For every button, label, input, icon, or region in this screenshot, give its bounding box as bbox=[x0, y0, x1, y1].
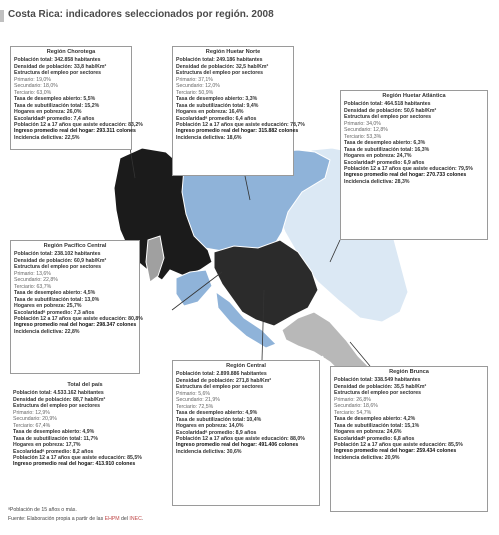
indicator-line: Densidad de población: 35,5 hab/Km² bbox=[334, 383, 427, 390]
indicator-line: Población total: 338.549 habitantes bbox=[334, 377, 421, 384]
indicator-line: Escolaridadᵃ promedio: 6,4 años bbox=[176, 115, 257, 122]
indicator-line: Hogares en pobreza: 25,7% bbox=[14, 303, 82, 310]
indicator-line: Primario: 26,8% bbox=[334, 396, 371, 403]
indicator-line: Primario: 13,6% bbox=[14, 270, 51, 277]
indicator-line: Tasa de subutilización total: 13,0% bbox=[14, 296, 100, 303]
indicator-line: Escolaridadᵃ promedio: 8,9 años bbox=[176, 429, 257, 436]
indicator-line: Tasa de subutilización total: 15,1% bbox=[334, 422, 420, 429]
info-box-total-pais bbox=[10, 380, 160, 502]
region-shape-pacifico-coast[interactable] bbox=[176, 270, 212, 306]
indicator-line: Terciario: 67,4% bbox=[13, 422, 51, 429]
indicator-line: Primario: 34,0% bbox=[344, 120, 381, 127]
indicator-line: Ingreso promedio real del hogar: 293.311 colones bbox=[14, 128, 136, 135]
info-box-huetar-atlantica bbox=[340, 90, 488, 240]
indicator-line: Población total: 342.858 habitantes bbox=[14, 57, 101, 64]
indicator-line: Primario: 19,0% bbox=[14, 76, 51, 83]
indicator-line: Ingreso promedio real del hogar: 259.434 colones bbox=[334, 448, 457, 455]
indicator-line: Primario: 37,1% bbox=[176, 76, 213, 83]
indicator-line: Estructura del empleo por sectores bbox=[14, 264, 102, 271]
indicator-line: Ingreso promedio real del hogar: 315.882 colones bbox=[176, 128, 299, 135]
indicator-line: Tasa de subutilización total: 11,7% bbox=[13, 435, 98, 442]
indicator-line: Secundario: 12,8% bbox=[344, 127, 388, 134]
info-box-central bbox=[172, 360, 320, 506]
indicator-line: Ingreso promedio real del hogar: 413.910 colones bbox=[13, 461, 136, 468]
indicator-line: Tasa de desempleo abierto: 4,9% bbox=[176, 410, 258, 417]
indicator-line: Población total: 2.899.886 habitantes bbox=[176, 371, 267, 378]
indicator-line: Estructura del empleo por sectores bbox=[14, 70, 102, 77]
footnote-source bbox=[8, 515, 143, 524]
indicator-line: Estructura del empleo por sectores bbox=[176, 384, 264, 391]
source-prefix: Fuente: Elaboración propia a partir de las bbox=[8, 516, 105, 522]
indicator-line: Tasa de desempleo abierto: 4,5% bbox=[14, 290, 96, 297]
indicator-line: Terciario: 53,3% bbox=[344, 133, 382, 140]
indicator-line: Primario: 12,9% bbox=[13, 409, 50, 416]
source-end: . bbox=[141, 516, 144, 522]
indicator-line: Terciario: 72,5% bbox=[176, 403, 214, 410]
indicator-line: Tasa de desempleo abierto: 5,5% bbox=[14, 96, 96, 103]
indicator-line: Densidad de población: 271,8 hab/Km² bbox=[176, 377, 272, 384]
indicator-line: Población total: 238.102 habitantes bbox=[14, 251, 101, 258]
indicator-line: Densidad de población: 50,6 hab/Km² bbox=[344, 107, 437, 114]
indicator-line: Densidad de población: 32,5 hab/Km² bbox=[176, 63, 269, 70]
region-title: Región Huetar Atlántica bbox=[382, 93, 446, 99]
indicator-line: Hogares en pobreza: 26,0% bbox=[14, 109, 82, 116]
info-box-pacifico-central bbox=[10, 240, 143, 374]
indicator-line: Estructura del empleo por sectores bbox=[13, 403, 101, 410]
indicator-line: Secundario: 12,0% bbox=[176, 83, 220, 90]
indicator-line: Hogares en pobreza: 24,6% bbox=[334, 429, 402, 436]
indicator-line: Ingreso promedio real del hogar: 270.733 colones bbox=[344, 172, 467, 179]
indicator-line: Terciario: 50,9% bbox=[176, 89, 214, 96]
indicator-line: Incidencia delictiva: 22,8% bbox=[14, 328, 80, 335]
indicator-line: Población 12 a 17 años que asiste educación: 85,5% bbox=[13, 454, 142, 461]
indicator-line: Ingreso promedio real del hogar: 298.347 colones bbox=[14, 322, 137, 329]
page-title: Costa Rica: indicadores seleccionados por región. 2008 bbox=[8, 9, 274, 20]
indicator-line: Población 12 a 17 años que asiste educación: 85,5% bbox=[334, 441, 463, 448]
indicator-line: Tasa de subutilización total: 16,3% bbox=[344, 146, 430, 153]
indicator-line: Terciario: 63,7% bbox=[14, 283, 52, 290]
footnote-note-a: ᵃPoblación de 15 años o más. bbox=[8, 507, 77, 513]
indicator-line: Población 12 a 17 años que asiste educación: 83,2% bbox=[14, 121, 143, 128]
footnote bbox=[8, 506, 143, 524]
indicator-line: Escolaridadᵃ promedio: 8,2 años bbox=[13, 448, 94, 455]
indicator-line: Hogares en pobreza: 14,0% bbox=[176, 423, 244, 430]
region-title: Región Chorotega bbox=[46, 49, 96, 55]
region-title: Total del país bbox=[67, 382, 103, 388]
indicator-line: Incidencia delictiva: 20,9% bbox=[334, 454, 400, 461]
indicator-line: Hogares en pobreza: 24,7% bbox=[344, 153, 412, 160]
indicator-line: Escolaridadᵃ promedio: 6,8 años bbox=[334, 435, 415, 442]
indicator-line: Densidad de población: 60,9 hab/Km² bbox=[14, 257, 107, 264]
indicator-line: Secundario: 21,9% bbox=[176, 397, 220, 404]
indicator-line: Hogares en pobreza: 16,4% bbox=[176, 109, 244, 116]
indicator-line: Densidad de población: 33,8 hab/Km² bbox=[14, 63, 107, 70]
indicator-line: Incidencia delictiva: 28,3% bbox=[344, 178, 410, 185]
indicator-line: Población 12 a 17 años que asiste educación: 78,7% bbox=[176, 121, 305, 128]
region-title: Región Central bbox=[226, 363, 266, 369]
indicator-line: Tasa de desempleo abierto: 6,3% bbox=[344, 140, 426, 147]
indicator-line: Tasa de desempleo abierto: 4,2% bbox=[334, 416, 416, 423]
region-title: Región Pacífico Central bbox=[43, 243, 107, 249]
indicator-line: Secundario: 20,9% bbox=[13, 416, 57, 423]
indicator-line: Secundario: 18,6% bbox=[334, 403, 378, 410]
indicator-line: Secundario: 18,0% bbox=[14, 83, 58, 90]
indicator-line: Población total: 249.186 habitantes bbox=[176, 57, 263, 64]
indicator-line: Estructura del empleo por sectores bbox=[176, 70, 264, 77]
info-box-chorotega bbox=[10, 46, 143, 150]
indicator-line: Incidencia delictiva: 22,5% bbox=[14, 134, 80, 141]
source-ehpm: EHPM bbox=[104, 516, 120, 522]
indicator-line: Población 12 a 17 años que asiste educación: 88,0% bbox=[176, 435, 305, 442]
indicator-line: Estructura del empleo por sectores bbox=[334, 390, 422, 397]
indicator-line: Terciario: 63,0% bbox=[14, 89, 52, 96]
indicator-line: Población 12 a 17 años que asiste educación: 79,5% bbox=[344, 165, 473, 172]
info-box-brunca bbox=[330, 366, 488, 512]
indicator-line: Escolaridadᵃ promedio: 6,9 años bbox=[344, 159, 425, 166]
indicator-line: Tasa de desempleo abierto: 4,9% bbox=[13, 429, 95, 436]
indicator-line: Estructura del empleo por sectores bbox=[344, 114, 432, 121]
info-box-huetar-norte bbox=[172, 46, 305, 176]
indicator-line: Incidencia delictiva: 18,6% bbox=[176, 134, 242, 141]
indicator-line: Ingreso promedio real del hogar: 491.406 colones bbox=[176, 442, 299, 449]
indicator-line: Incidencia delictiva: 30,6% bbox=[176, 448, 242, 455]
indicator-line: Tasa de subutilización total: 15,2% bbox=[14, 102, 100, 109]
indicator-line: Población total: 464.518 habitantes bbox=[344, 101, 431, 108]
indicator-line: Escolaridadᵃ promedio: 7,3 años bbox=[14, 309, 95, 316]
indicator-line: Tasa de subutilización total: 9,4% bbox=[176, 102, 259, 109]
indicator-line: Terciario: 54,7% bbox=[334, 409, 372, 416]
indicator-line: Escolaridadᵃ promedio: 7,4 años bbox=[14, 115, 95, 122]
region-title: Región Huetar Norte bbox=[205, 49, 261, 55]
indicator-line: Hogares en pobreza: 17,7% bbox=[13, 442, 81, 449]
indicator-line: Población total: 4.533.162 habitantes bbox=[13, 390, 104, 397]
indicator-line: Densidad de población: 88,7 hab/Km² bbox=[13, 396, 106, 403]
indicator-line: Tasa de subutilización total: 10,4% bbox=[176, 416, 262, 423]
indicator-line: Secundario: 22,8% bbox=[14, 277, 58, 284]
indicator-line: Población 12 a 17 años que asiste educación: 80,8% bbox=[14, 315, 143, 322]
region-title: Región Brunca bbox=[389, 369, 429, 375]
source-mid: del bbox=[119, 516, 130, 522]
indicator-line: Tasa de desempleo abierto: 3,3% bbox=[176, 96, 258, 103]
source-inec: INEC bbox=[129, 516, 142, 522]
indicator-line: Primario: 5,6% bbox=[176, 390, 211, 397]
